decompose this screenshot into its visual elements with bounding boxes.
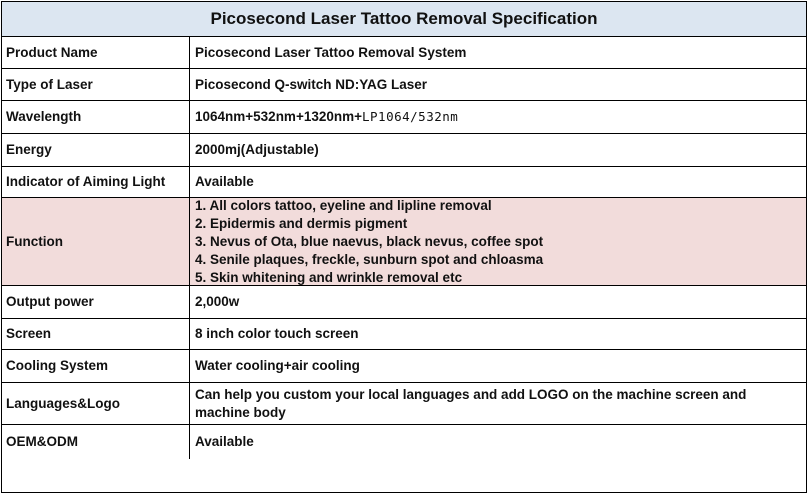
function-line-5: 5. Skin whitening and wrinkle removal etc: [195, 269, 463, 285]
value-type-of-laser: Picosecond Q-switch ND:YAG Laser: [190, 69, 806, 101]
label-screen: Screen: [2, 319, 190, 350]
value-cooling-system: Water cooling+air cooling: [190, 350, 806, 383]
label-product-name: Product Name: [2, 37, 190, 69]
value-function: [190, 198, 806, 286]
label-wavelength: Wavelength: [2, 101, 190, 134]
label-cooling-system: Cooling System: [2, 350, 190, 383]
spec-table: [1, 1, 807, 493]
languages-line-2: machine body: [195, 404, 286, 420]
label-output-power: Output power: [2, 286, 190, 319]
wavelength-main: 1064nm+532nm+1320nm+: [195, 109, 362, 124]
wavelength-mono: LP1064/532nm: [362, 109, 459, 124]
value-languages-logo: [190, 383, 806, 425]
table-title: Picosecond Laser Tattoo Removal Specification: [2, 2, 806, 37]
value-screen: 8 inch color touch screen: [190, 319, 806, 350]
value-output-power: 2,000w: [190, 286, 806, 319]
value-energy: 2000mj(Adjustable): [190, 134, 806, 167]
value-product-name: Picosecond Laser Tattoo Removal System: [190, 37, 806, 69]
label-type-of-laser: Type of Laser: [2, 69, 190, 101]
value-aiming-light: Available: [190, 167, 806, 198]
function-line-1: 1. All colors tattoo, eyeline and lipline removal: [195, 197, 492, 213]
label-languages-logo: Languages&Logo: [2, 383, 190, 425]
label-oem-odm: OEM&ODM: [2, 425, 190, 459]
label-function: Function: [2, 198, 190, 286]
function-line-2: 2. Epidermis and dermis pigment: [195, 215, 408, 231]
function-line-3: 3. Nevus of Ota, blue naevus, black nevus, coffee spot: [195, 233, 544, 249]
value-oem-odm: Available: [195, 434, 254, 449]
value-wavelength: [190, 101, 806, 134]
function-line-4: 4. Senile plaques, freckle, sunburn spot and chloasma: [195, 251, 544, 267]
languages-line-1: Can help you custom your local languages and add LOGO on the machine screen and: [195, 386, 747, 402]
label-energy: Energy: [2, 134, 190, 167]
label-aiming-light: Indicator of Aiming Light: [2, 167, 190, 198]
